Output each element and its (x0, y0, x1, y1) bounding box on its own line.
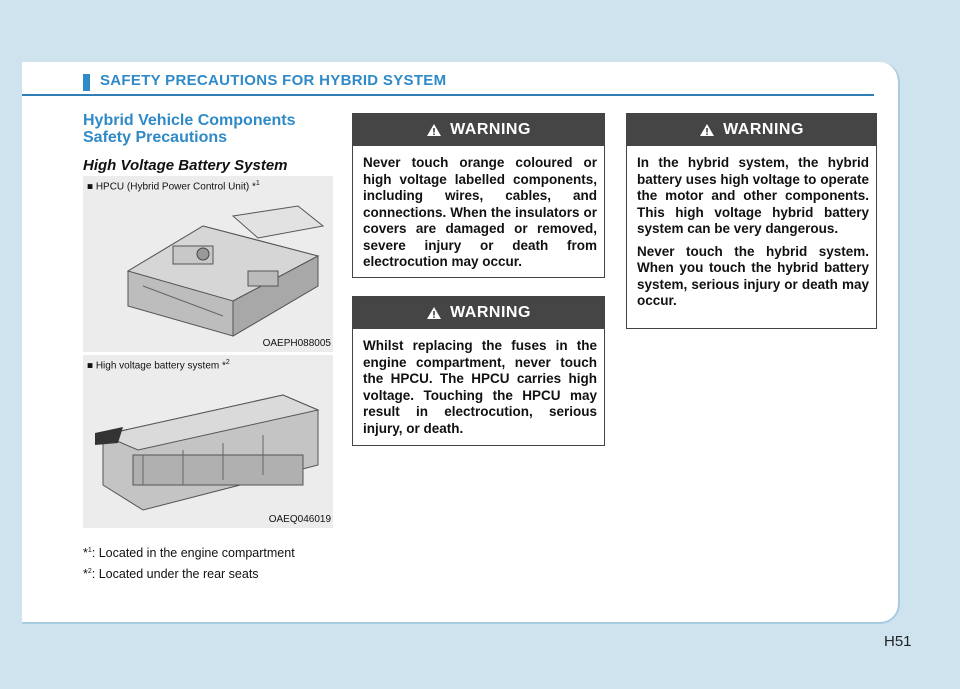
left-column (83, 112, 335, 174)
header-accent-bar (83, 74, 90, 91)
battery-caption: ■ High voltage battery system *$^2$ (87, 359, 230, 372)
hpcu-figure-code: OAEPH088005 (262, 338, 331, 349)
warning-triangle-icon (426, 123, 442, 137)
battery-illustration (83, 355, 333, 528)
warning-header (353, 114, 604, 146)
battery-figure-code: OAEQ046019 (268, 514, 331, 525)
warning-label: WARNING (723, 121, 804, 138)
heading (83, 112, 335, 146)
warning-triangle-icon (699, 123, 715, 137)
warning-text: Whilst replacing the fuses in the engine compartment, never touch the HPCU. The HPCU carries high voltage. Touching the HPCU may result in electrocution, serious injury, or death. (363, 338, 597, 436)
subheading: High Voltage Battery System (83, 157, 288, 174)
page-number: H51 (884, 633, 912, 650)
battery-figure (83, 355, 333, 528)
footnote-1: *$^1$: Located in the engine compartment (83, 546, 295, 560)
hpcu-caption: ■ HPCU (Hybrid Power Control Unit) *$^1$ (87, 180, 260, 193)
heading-line2: Safety Precautions (83, 129, 228, 146)
warning-text: In the hybrid system, the hybrid battery uses high voltage to operate the motor and other components. This high voltage hybrid battery system can be very dangerous. Never touch the hybrid system. When you touch the hybrid battery system, serious injury or death may occur. (637, 155, 869, 308)
warning-label: WARNING (450, 304, 531, 321)
warning-box-1 (352, 113, 605, 278)
hpcu-illustration (83, 176, 333, 352)
warning-triangle-icon (426, 306, 442, 320)
warning-text: Never touch orange coloured or high voltage labelled components, including wires, cables, and connections. When the insulators or covers are damaged or removed, severe injury or death from electrocution may occur. (363, 155, 597, 269)
header-rule (22, 94, 874, 96)
section-title: SAFETY PRECAUTIONS FOR HYBRID SYSTEM (100, 72, 447, 89)
warning-header (627, 114, 876, 146)
heading-line1: Hybrid Vehicle Components (83, 112, 296, 129)
hpcu-figure (83, 176, 333, 352)
warning-header (353, 297, 604, 329)
warning-label: WARNING (450, 121, 531, 138)
warning-box-2 (352, 296, 605, 446)
footnote-2: *$^2$: Located under the rear seats (83, 567, 259, 581)
warning-box-3 (626, 113, 877, 329)
